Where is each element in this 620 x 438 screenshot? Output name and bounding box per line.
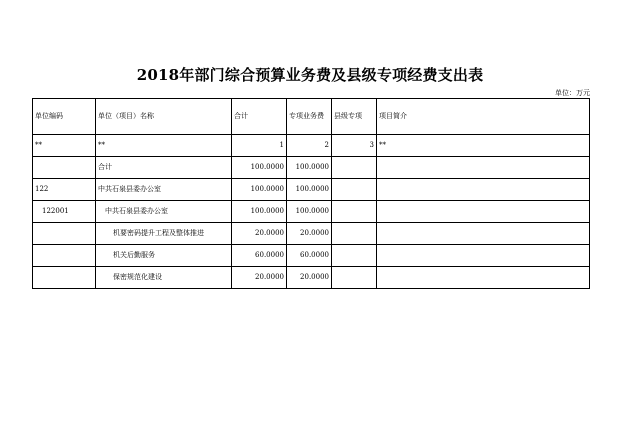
cell-total: 20.0000 — [232, 267, 287, 289]
cell-unit-name: 机关后勤服务 — [96, 245, 232, 267]
cell-total: 100.0000 — [232, 179, 287, 201]
cell-project-summary — [377, 223, 590, 245]
cell-county-special — [332, 267, 377, 289]
cell-unit-code: ** — [33, 135, 96, 157]
cell-unit-name: ** — [96, 135, 232, 157]
cell-special-business-fee: 100.0000 — [287, 157, 332, 179]
cell-special-business-fee: 100.0000 — [287, 201, 332, 223]
cell-county-special — [332, 223, 377, 245]
unit-label: 单位：万元 — [555, 89, 590, 97]
cell-county-special — [332, 201, 377, 223]
cell-total: 60.0000 — [232, 245, 287, 267]
cell-county-special — [332, 157, 377, 179]
cell-unit-code: 122 — [33, 179, 96, 201]
expenditure-table — [32, 98, 590, 289]
cell-project-summary: ** — [377, 135, 590, 157]
table-header-row — [33, 99, 590, 135]
header-unit-code: 单位编码 — [33, 99, 96, 135]
cell-total: 20.0000 — [232, 223, 287, 245]
cell-unit-code — [33, 245, 96, 267]
cell-county-special — [332, 245, 377, 267]
cell-special-business-fee: 20.0000 — [287, 267, 332, 289]
cell-unit-name: 中共石泉县委办公室 — [96, 179, 232, 201]
cell-special-business-fee: 100.0000 — [287, 179, 332, 201]
cell-total: 100.0000 — [232, 201, 287, 223]
table-row — [33, 201, 590, 223]
table-row — [33, 223, 590, 245]
cell-unit-name: 合计 — [96, 157, 232, 179]
cell-unit-name: 机要密码提升工程及整体推进 — [96, 223, 232, 245]
cell-project-summary — [377, 267, 590, 289]
cell-total: 1 — [232, 135, 287, 157]
cell-unit-code: 122001 — [33, 201, 96, 223]
cell-special-business-fee: 2 — [287, 135, 332, 157]
cell-project-summary — [377, 179, 590, 201]
header-project-summary: 项目简介 — [377, 99, 590, 135]
cell-project-summary — [377, 201, 590, 223]
table-row — [33, 267, 590, 289]
cell-unit-name: 保密规范化建设 — [96, 267, 232, 289]
cell-unit-code — [33, 267, 96, 289]
cell-special-business-fee: 60.0000 — [287, 245, 332, 267]
cell-project-summary — [377, 157, 590, 179]
table-row — [33, 157, 590, 179]
cell-unit-code — [33, 223, 96, 245]
report-title: 2018年部门综合预算业务费及县级专项经费支出表 — [136, 66, 484, 84]
header-unit-name: 单位（项目）名称 — [96, 99, 232, 135]
table-row — [33, 135, 590, 157]
cell-project-summary — [377, 245, 590, 267]
cell-county-special: 3 — [332, 135, 377, 157]
table-row — [33, 179, 590, 201]
cell-total: 100.0000 — [232, 157, 287, 179]
header-county-special: 县级专项 — [332, 99, 377, 135]
cell-unit-code — [33, 157, 96, 179]
cell-unit-name: 中共石泉县委办公室 — [96, 201, 232, 223]
header-total: 合计 — [232, 99, 287, 135]
cell-special-business-fee: 20.0000 — [287, 223, 332, 245]
cell-county-special — [332, 179, 377, 201]
table-row — [33, 245, 590, 267]
header-special-business-fee: 专项业务费 — [287, 99, 332, 135]
